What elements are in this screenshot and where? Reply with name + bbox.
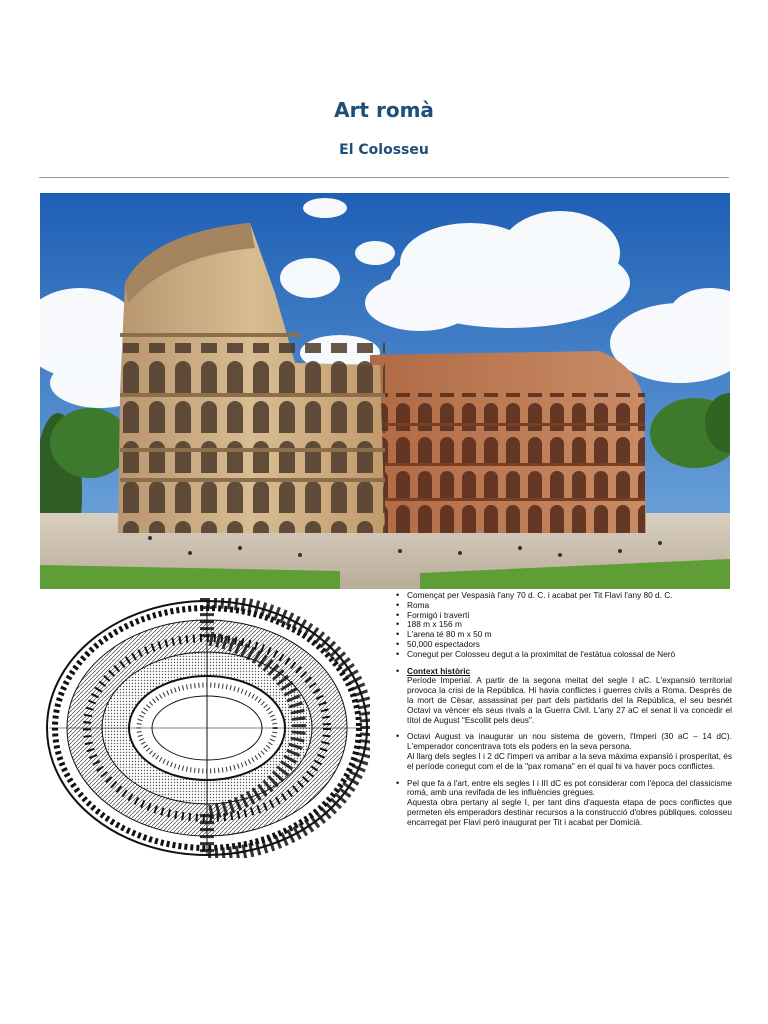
colosseum-plan [44,598,370,858]
fact-item: • 50,000 espectadors [392,640,732,650]
horizontal-divider [39,177,729,178]
context-heading: • Context històric [407,665,471,676]
art-paragraph-2: Aquesta obra pertany al segle I, per tant dins d'aquesta etapa de pocs conflictes que permeten els emperadors destinar recursos a la construcció d'obres públiques. colosseu encarregat per Flavi però inaugurat per Tit i acabat per Domicià. [407,797,732,827]
context-section [392,667,732,726]
context-paragraph: Període Imperial. A partir de la segona meitat del segle I aC. L'expansió territorial provoca la crisi de la República. Hi havia conflictes i guerres civils a Roma. Després de la mort de Cèsar, assassinat per part dels partidaris del la República, el seu besnét Octavi va vèncer els seus rivals a la Guerra Civil. L'any 27 aC el senat li va concedir el títol de August "Escollit pels deus". [407,675,732,725]
art-paragraph-1: • Pel que fa a l'art, entre els segles I i III dC es pot considerar com l'època del classicisme romà, amb una revifada de les influències gregues. [407,777,732,798]
facts-list [392,591,732,660]
fact-item: • 188 m x 156 m [392,620,732,630]
page-title: Art romà [334,98,434,122]
colosseum-photo [40,193,730,589]
facts-column [392,591,732,828]
fact-item: • Conegut per Colosseu degut a la proximitat de l'estàtua colossal de Neró [392,650,732,660]
fact-item: • Formigó i travertí [392,611,732,621]
empire-paragraph-1: • Octavi August va inaugurar un nou sistema de govern, l'Imperi (30 aC – 14 dC). L'emperador concentrava tots els poders en la seva persona. [407,731,732,752]
page-subtitle: El Colosseu [339,142,429,158]
empire-section [392,732,732,771]
fact-item: • L'arena té 80 m x 50 m [392,630,732,640]
art-section [392,779,732,828]
empire-paragraph-2: Al llarg dels segles I i 2 dC l'imperi va arribar a la seva màxima expansió i prosperitat, és el període conegut com el de la "pax romana" en el qual hi va haver pocs conflictes. [407,750,732,771]
fact-item: • Començat per Vespasià l'any 70 d. C. i acabat per Tit Flavi l'any 80 d. C. [392,591,732,601]
fact-item: • Roma [392,601,732,611]
